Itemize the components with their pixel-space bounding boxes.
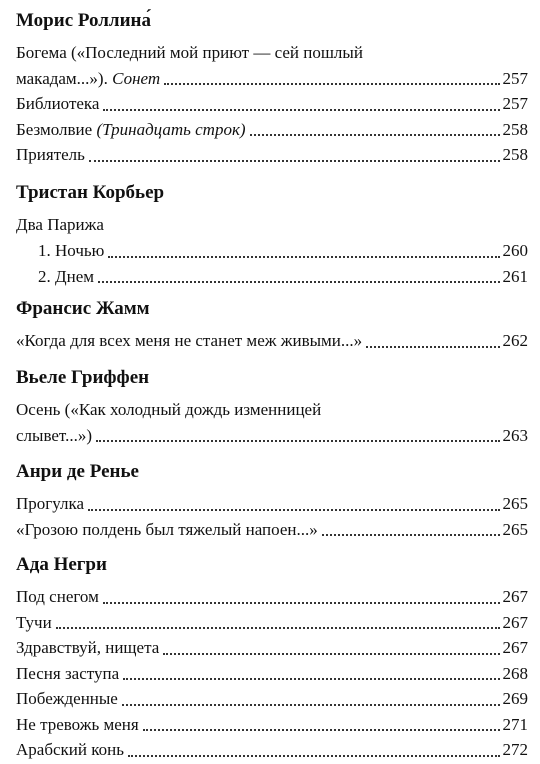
toc-section-regnier [16, 461, 528, 542]
page-number: 271 [502, 714, 528, 734]
toc-entry [16, 584, 528, 610]
dot-leader [123, 677, 499, 680]
toc-section-negri [16, 554, 528, 763]
dot-leader [250, 133, 500, 136]
entry-title: Прогулка [16, 494, 85, 513]
page-number: 263 [502, 425, 528, 445]
entry-title: 1. Ночью [38, 241, 105, 260]
page-number: 267 [502, 587, 528, 606]
entry-title: Побежденные [16, 689, 118, 708]
dot-leader [366, 345, 499, 348]
toc-section-rollinat [16, 10, 528, 168]
page-number: 261 [502, 266, 528, 286]
entry-title: Безмолвие [16, 119, 97, 139]
page-number: 265 [502, 494, 528, 513]
toc-entry [16, 686, 528, 712]
page-number: 267 [502, 612, 528, 632]
dot-leader [164, 82, 499, 85]
entry-title: Приятель [16, 145, 85, 164]
entry-title-line2: макадам...»). [16, 68, 113, 88]
entry-title-italic: (Тринадцать строк) [96, 119, 246, 139]
dot-leader [88, 508, 499, 511]
entry-title: «Когда для всех меня не станет меж живыми...» [16, 331, 363, 350]
page-number: 267 [502, 638, 528, 657]
toc-section-griffin [16, 367, 528, 448]
page-number: 260 [502, 241, 528, 260]
subsection-title: Два Парижа [16, 215, 104, 234]
toc-entry [38, 238, 528, 264]
page-number: 272 [502, 740, 528, 759]
entry-title: Библиотека [16, 94, 100, 113]
author-heading: Тристан Корбьер [16, 182, 165, 203]
page-number: 258 [502, 145, 528, 164]
toc-entry [16, 610, 528, 636]
toc-entry [16, 142, 528, 168]
dot-leader [98, 280, 500, 283]
author-heading: Франсис Жамм [16, 298, 150, 319]
toc-entry [16, 491, 528, 517]
entry-title-line2: слывет...») [16, 425, 92, 445]
entry-title: Под снегом [16, 587, 99, 606]
page-number: 257 [502, 94, 528, 113]
entry-title-italic: Сонет [112, 68, 161, 88]
dot-leader [163, 652, 499, 655]
toc-section-jammes [16, 298, 528, 354]
page-number: 257 [502, 68, 528, 88]
page-number: 258 [502, 119, 528, 139]
page-number: 269 [502, 689, 528, 708]
toc-entry [16, 661, 528, 687]
toc-entry [16, 117, 528, 143]
entry-title-line1: Осень («Как холодный дождь изменницей [16, 400, 322, 419]
toc-section-corbiere [16, 182, 528, 289]
dot-leader [122, 703, 500, 706]
toc-entry [16, 517, 528, 543]
entry-title: Не тревожь меня [16, 714, 139, 734]
toc-entry [16, 91, 528, 117]
author-heading: Морис Роллина́ [16, 10, 151, 31]
entry-title: Здравствуй, нищета [16, 638, 160, 657]
page-number: 265 [502, 519, 528, 539]
dot-leader [103, 108, 499, 111]
toc-entry [16, 328, 528, 354]
page-number: 268 [502, 663, 528, 683]
author-heading: Ада Негри [16, 554, 107, 575]
dot-leader [96, 439, 500, 442]
dot-leader [89, 159, 500, 162]
page-number: 262 [502, 331, 528, 350]
dot-leader [56, 626, 500, 629]
entry-title: Тучи [16, 612, 52, 632]
entry-title: «Грозою полдень был тяжелый напоен...» [16, 519, 318, 539]
dot-leader [322, 533, 500, 536]
toc-entry [38, 264, 528, 290]
toc-entry [16, 40, 528, 91]
toc-entry [16, 737, 528, 763]
author-heading: Анри де Ренье [16, 461, 139, 482]
dot-leader [128, 754, 500, 757]
author-heading: Вьеле Гриффен [16, 367, 150, 388]
entry-title: Арабский конь [16, 740, 124, 759]
entry-title: 2. Днем [38, 266, 94, 286]
toc-entry [16, 712, 528, 738]
toc-entry [16, 397, 528, 448]
entry-title: Песня заступа [16, 663, 120, 683]
dot-leader [108, 255, 499, 258]
dot-leader [103, 601, 500, 604]
dot-leader [143, 728, 500, 731]
entry-title-line1: Богема («Последний мой приют — сей пошлый [16, 43, 363, 62]
toc-entry [16, 635, 528, 661]
